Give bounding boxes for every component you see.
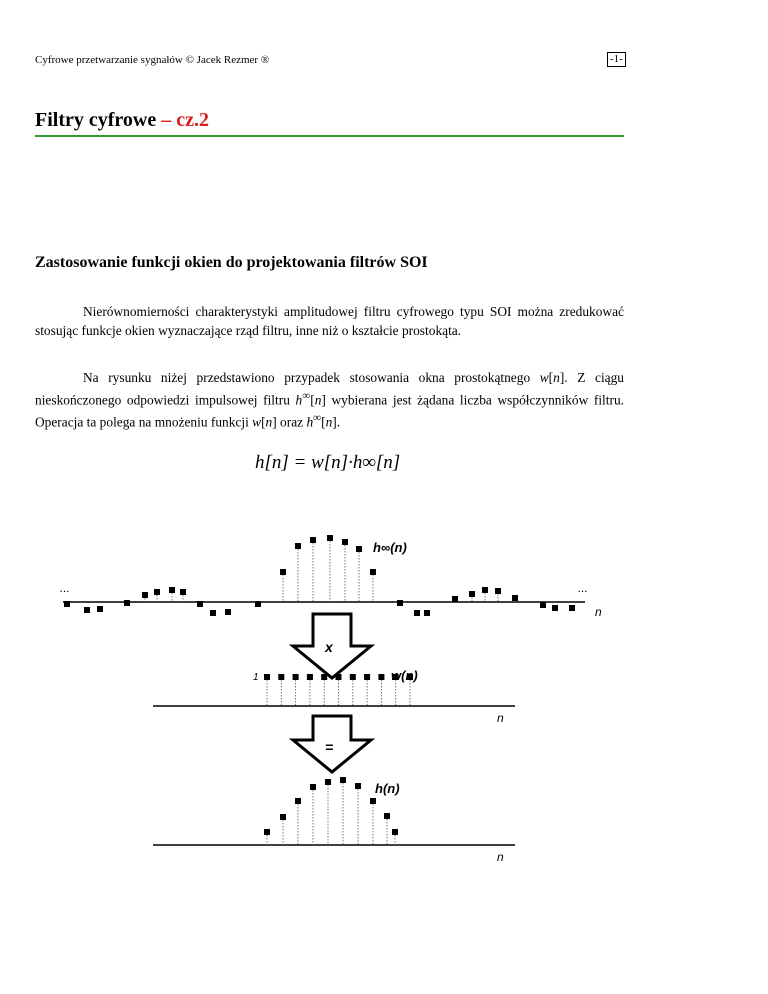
w-sample [278,674,284,680]
h-sample [264,829,270,835]
hinf-sample [84,607,90,613]
hinf-sample [452,596,458,602]
hinf-sample [124,600,130,606]
hinf-sample [424,610,430,616]
equals-symbol: = [325,739,334,755]
w-sample [378,674,384,680]
title-divider [35,135,624,137]
formula: h[n] = w[n]·h∞[n] [255,452,401,473]
w-sample [264,674,270,680]
hinf-sample [210,610,216,616]
w-sample [364,674,370,680]
hinf-sample [327,535,333,541]
paragraph-1 [35,302,624,340]
w-sample [293,674,299,680]
hinf-sample [225,609,231,615]
hinf-sample [169,587,175,593]
hinf-sample [469,591,475,597]
w-n-label: n [497,711,504,725]
hinf-sample [414,610,420,616]
h-sample [384,813,390,819]
hinf-sample [197,601,203,607]
paragraph-2: Na rysunku niżej przedstawiono przypadek stosowania okna prostokątnego w[n]. Z ciągu nieskończonego odpowiedzi impulsowej filtru h∞[n] wybierana jest żądana liczba współczynników filtru. Operacja ta polega na mnożeniu funkcji w[n] oraz h∞[n]. [35,370,625,430]
hinf-sample [255,601,261,607]
hinf-sample [64,601,70,607]
title-main: Filtry cyfrowe [35,109,157,131]
hinf-sample [356,546,362,552]
hinf-sample [295,543,301,549]
w-sample [350,674,356,680]
multiply-symbol: x [325,639,333,655]
hinf-sample [397,600,403,606]
hinf-sample [342,539,348,545]
hinf-sample [280,569,286,575]
h-sample [295,798,301,804]
hinf-n-label: n [595,605,602,619]
hinf-sample [495,588,501,594]
w-label: w(n) [391,668,418,683]
w-sample [307,674,313,680]
hinf-sample [97,606,103,612]
hinf-sample [552,605,558,611]
windowing-figure [55,520,615,870]
w-sample [336,674,342,680]
hinf-sample [154,589,160,595]
w-sample [321,674,327,680]
paragraph-1-text: Nierównomierności charakterystyki amplitudowej filtru cyfrowego typu SOI można zredukować stosując funkcje okien wyznaczające rząd filtru, inne niż o kształcie prostokąta. [35,304,624,338]
h-n-label: n [497,850,504,864]
h-sample [392,829,398,835]
running-header: Cyfrowe przetwarzanie sygnałów © Jacek Rezmer ® [35,54,270,66]
h-label: h(n) [375,781,400,796]
hinf-sample [370,569,376,575]
h-sample [310,784,316,790]
page-number: -1- [607,52,626,67]
hinf-samples [64,535,575,616]
h-sample [325,779,331,785]
w-value-label: 1 [253,672,259,683]
h-sample [280,814,286,820]
title-part: – cz.2 [161,109,210,131]
h-sample [340,777,346,783]
ellipsis-left: ... [60,581,71,595]
section-heading: Zastosowanie funkcji okien do projektowania filtrów SOI [35,254,428,271]
hinf-sample [142,592,148,598]
hinf-label: h∞(n) [373,540,407,555]
hinf-sample [310,537,316,543]
hinf-sample [512,595,518,601]
hinf-sample [482,587,488,593]
hinf-sample [569,605,575,611]
h-sample [370,798,376,804]
hinf-sample [540,602,546,608]
document-title [35,109,209,132]
h-sample [355,783,361,789]
ellipsis-right: ... [578,581,589,595]
hinf-sample [180,589,186,595]
